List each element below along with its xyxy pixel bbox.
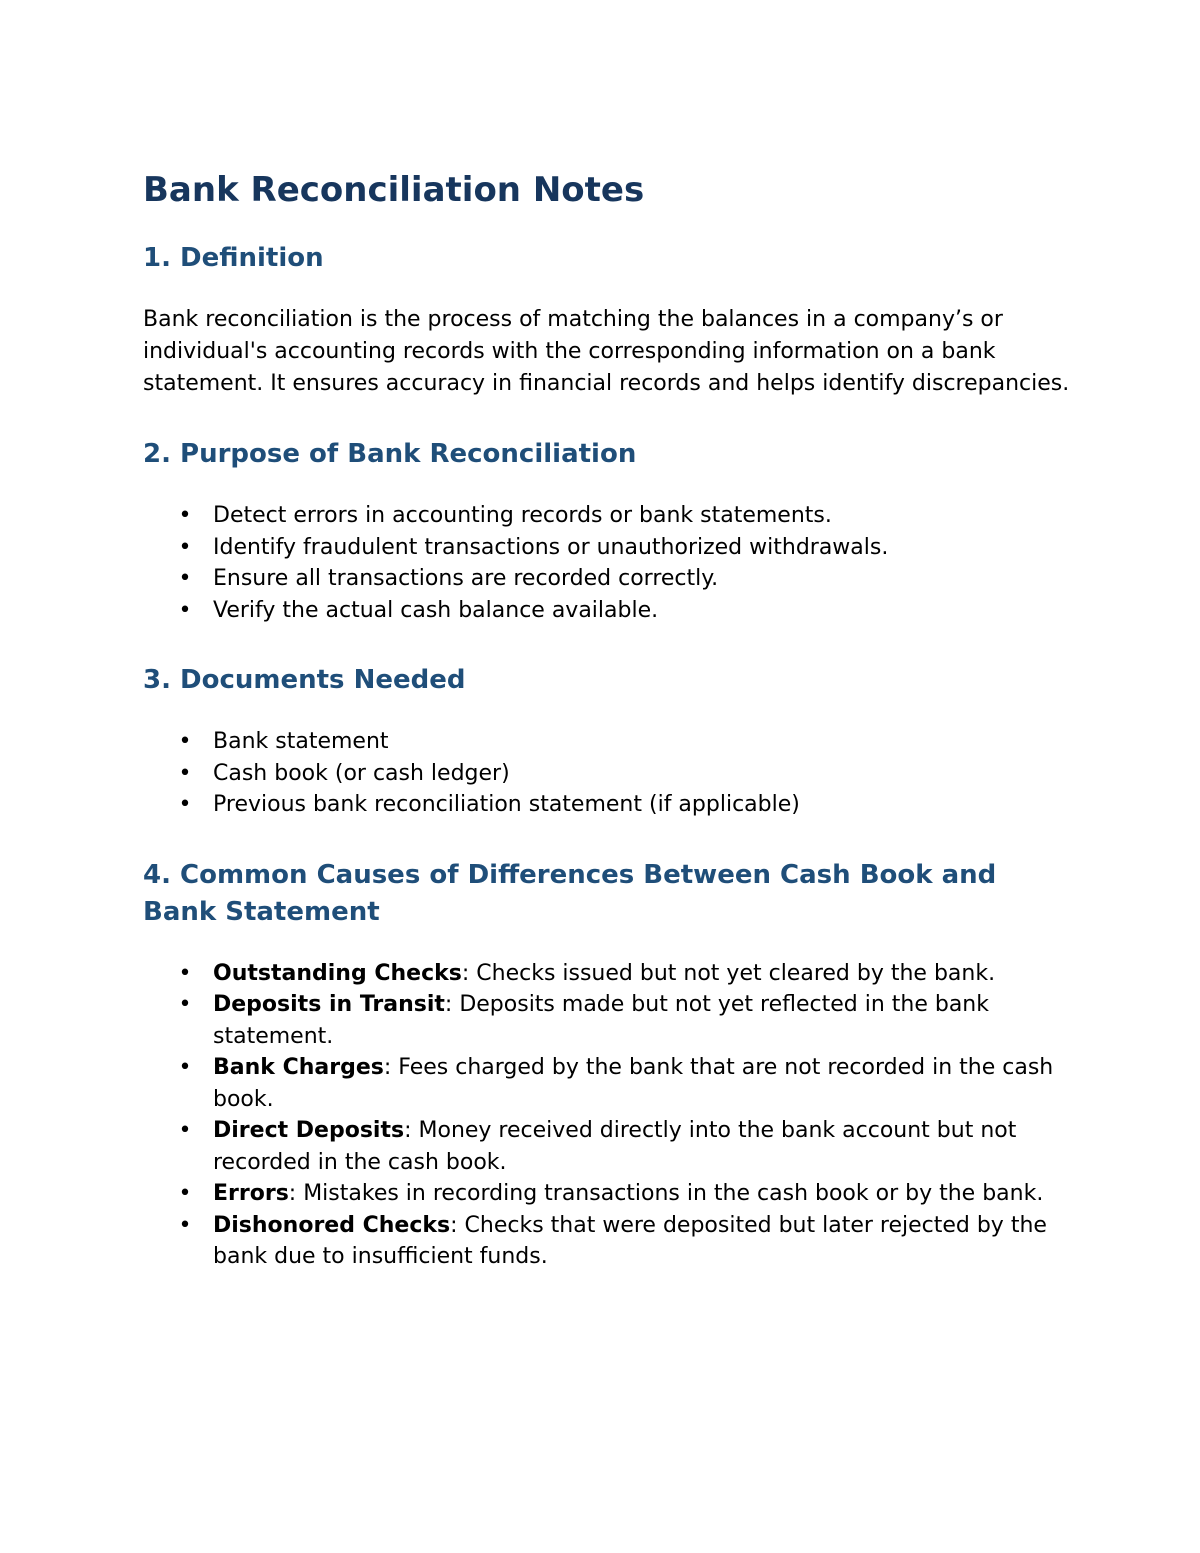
bullet-icon: •: [178, 597, 192, 623]
cause-term: Deposits in Transit: [213, 992, 445, 1017]
list-item: [143, 1115, 1073, 1178]
list-item-text: Detect errors in accounting records or bank statements.: [213, 503, 832, 528]
list-item: [143, 1178, 1073, 1210]
document-title: Bank Reconciliation Notes: [143, 170, 645, 210]
definition-paragraph: Bank reconciliation is the process of matching the balances in a company’s or individual's accounting records with the corresponding information on a bank statement. It ensures accuracy in financial records and helps identify discrepancies.: [143, 307, 1070, 396]
causes-list: [143, 958, 1073, 1273]
cause-term: Bank Charges: [213, 1055, 384, 1080]
list-item: [143, 789, 1073, 821]
bullet-icon: •: [178, 1055, 192, 1080]
cause-term: Direct Deposits: [213, 1118, 405, 1143]
list-item: [143, 958, 1073, 990]
list-item-text: Ensure all transactions are recorded correctly.: [213, 566, 719, 591]
definition-heading: 1. Definition: [143, 243, 324, 273]
list-item: [143, 532, 1073, 564]
bullet-icon: •: [178, 534, 192, 560]
causes-heading: 4. Common Causes of Differences Between Cash Book and Bank Statement: [143, 859, 997, 927]
bullet-icon: •: [178, 960, 192, 986]
cause-description: : Mistakes in recording transactions in the cash book or by the bank.: [288, 1181, 1044, 1206]
purpose-list: [143, 500, 1073, 626]
bullet-icon: •: [178, 1212, 192, 1238]
purpose-heading: 2. Purpose of Bank Reconciliation: [143, 439, 637, 469]
cause-description: : Deposits made but not yet reflected in the bank statement.: [213, 992, 989, 1049]
bullet-icon: •: [178, 760, 192, 786]
list-item: [143, 500, 1073, 532]
list-item: [143, 1210, 1073, 1273]
list-item: [143, 989, 1073, 1052]
cause-term: Errors: [213, 1181, 289, 1206]
bullet-icon: •: [178, 792, 192, 817]
bullet-icon: •: [178, 566, 192, 591]
list-item: [143, 726, 1073, 758]
list-item-text: Bank statement: [213, 729, 389, 754]
documents-list: [143, 726, 1073, 821]
documents-heading: 3. Documents Needed: [143, 665, 466, 695]
list-item: [143, 563, 1073, 595]
cause-term: Dishonored Checks: [213, 1212, 451, 1238]
list-item: [143, 595, 1073, 627]
bullet-icon: •: [178, 1118, 192, 1143]
bullet-icon: •: [178, 729, 192, 754]
list-item: [143, 1052, 1073, 1115]
list-item-text: Verify the actual cash balance available.: [213, 597, 659, 623]
bullet-icon: •: [178, 503, 192, 528]
cause-term: Outstanding Checks: [213, 960, 462, 986]
cause-description: : Money received directly into the bank account but not recorded in the cash book.: [213, 1118, 1017, 1175]
list-item-text: Identify fraudulent transactions or unauthorized withdrawals.: [213, 534, 889, 560]
list-item-text: Cash book (or cash ledger): [213, 760, 510, 786]
cause-description: : Checks issued but not yet cleared by the bank.: [461, 960, 996, 986]
cause-description: : Checks that were deposited but later rejected by the bank due to insufficient funds.: [213, 1212, 1047, 1269]
list-item-text: Previous bank reconciliation statement (if applicable): [213, 792, 800, 817]
document-page: [143, 168, 1073, 1273]
bullet-icon: •: [178, 1181, 192, 1206]
list-item: [143, 758, 1073, 790]
cause-description: : Fees charged by the bank that are not recorded in the cash book.: [213, 1055, 1054, 1112]
bullet-icon: •: [178, 992, 192, 1017]
